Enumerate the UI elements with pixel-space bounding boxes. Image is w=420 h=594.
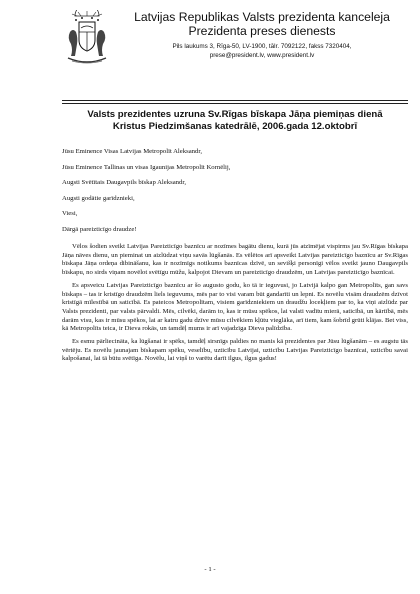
salutation-line: Augsti Svētītais Daugavpils bīskap Aleksandr, xyxy=(62,179,186,186)
title-line: Valsts prezidentes uzruna Sv.Rīgas bīskapa Jāņa piemiņas dienā xyxy=(87,109,383,120)
address-line: Pils laukums 3, Rīga-50, LV-1900, tālr. 7092122, fakss 7320404, xyxy=(172,43,352,50)
press-service-name: Prezidenta preses dienests xyxy=(188,24,336,38)
title-line: Kristus Piedzimšanas katedrālē, 2006.gada 12.oktobrī xyxy=(112,121,358,132)
organization-header xyxy=(112,10,412,60)
header-divider xyxy=(62,100,408,101)
body-paragraph: Vēlos šodien sveikt Latvijas Pareizticīgo baznīcu ar nozīmes bagātu dienu, kurā jūs atzīmējat vispirms jau Sv.Rīgas bīskapa Jāņa nāves dienu, un pieminat un aizlūdzat viņu savās lūgšanās. Es vēlētos arī apsveikt Latvijas pareizticīgo baznīcu ar Sv.Rīgas bīskapa Jāņa ordeņa dibināšanu, kas ir nozīmīgs notikums baznīcas dzīvē, un sevišķi personīgi vēlos sveikt jauno Daugavpils bīskapu, no sirds viņam novēlot svētīgu mūžu, kalpojot Dievam un pareizticīgo draudzēm, un Latvijas pareizticīgo baznīcai. xyxy=(62,243,408,277)
page-number: - 1 - xyxy=(204,566,216,573)
body-paragraph: Es esmu pārliecināta, ka lūgšanai ir spēks, tamdēļ sirsnīgs paldies no manis kā prezidentes par Jūsu lūgšanām – es augstu tās vērtēju. Es novēlu jaunajam bīskapam spēku, veselību, uzticību Latvijai, uzticību Latvijas Pareizticīgo baznīcai, uzticību savai kalpošanai, lai tā būtu svētīga. Novēlu, lai viņš to varētu darīt ilgus, ilgus gadus! xyxy=(62,338,408,363)
organization-name: Latvijas Republikas Valsts prezidenta kanceleja xyxy=(134,10,390,24)
salutation-line: Jūsu Eminence Tallinas un visas Igaunijas Metropolīt Kornēlij, xyxy=(62,163,231,171)
salutation-line: Jūsu Eminence Visas Latvijas Metropolīt Aleksandr, xyxy=(62,148,202,155)
salutation-line: Viesi, xyxy=(62,210,78,217)
salutation-line: Dārgā pareizticīgo draudze! xyxy=(62,225,137,233)
header-divider-secondary xyxy=(62,103,408,104)
salutation-block xyxy=(62,148,408,241)
salutation-line: Augsti godātie garīdznieki, xyxy=(62,194,135,202)
address-block xyxy=(112,43,412,60)
contact-line: prese@president.lv, www.president.lv xyxy=(209,51,315,59)
body-paragraph: Es apsveicu Latvijas Pareizticīgo baznīcu ar šo augusto godu, ko tā ir ieguvusi, jo Latvijā kalpo gan Metropolīts, gan savs bīskaps – tas ir kristīgo draudzēm liels ieguvums, mēs par to visi varam būt gandarīti un lepni. Es novēlu visām draudzēm dzīvot kristīgā mīlestībā un saticībā. Es pateicos Metropolītam, visiem garīdzniekiem un draudžu locekļiem par to, ka viņi aizlūdz par Valsts prezidenti, par valsts pārvaldi. Mēs, cilvēki, darām to, kas ir mūsu spēkos, lai valsti vadītu mierā, saticībā, un kārtībā, mēs darām visu, kas ir mūsu spēkos, lai ar katru gadu dzīve mūsu cilvēkiem kļūtu vieglāka, arī tiem, kam šobrīd grūti klājas. Bet viss, kā Metropolīts teica, ir Dieva rokās, un tamdēļ mums ir arī vajadzīga Dieva palīdzība. xyxy=(62,281,408,333)
latvian-coat-of-arms-icon xyxy=(62,10,112,66)
speech-title xyxy=(62,109,408,133)
speech-body xyxy=(62,243,408,368)
